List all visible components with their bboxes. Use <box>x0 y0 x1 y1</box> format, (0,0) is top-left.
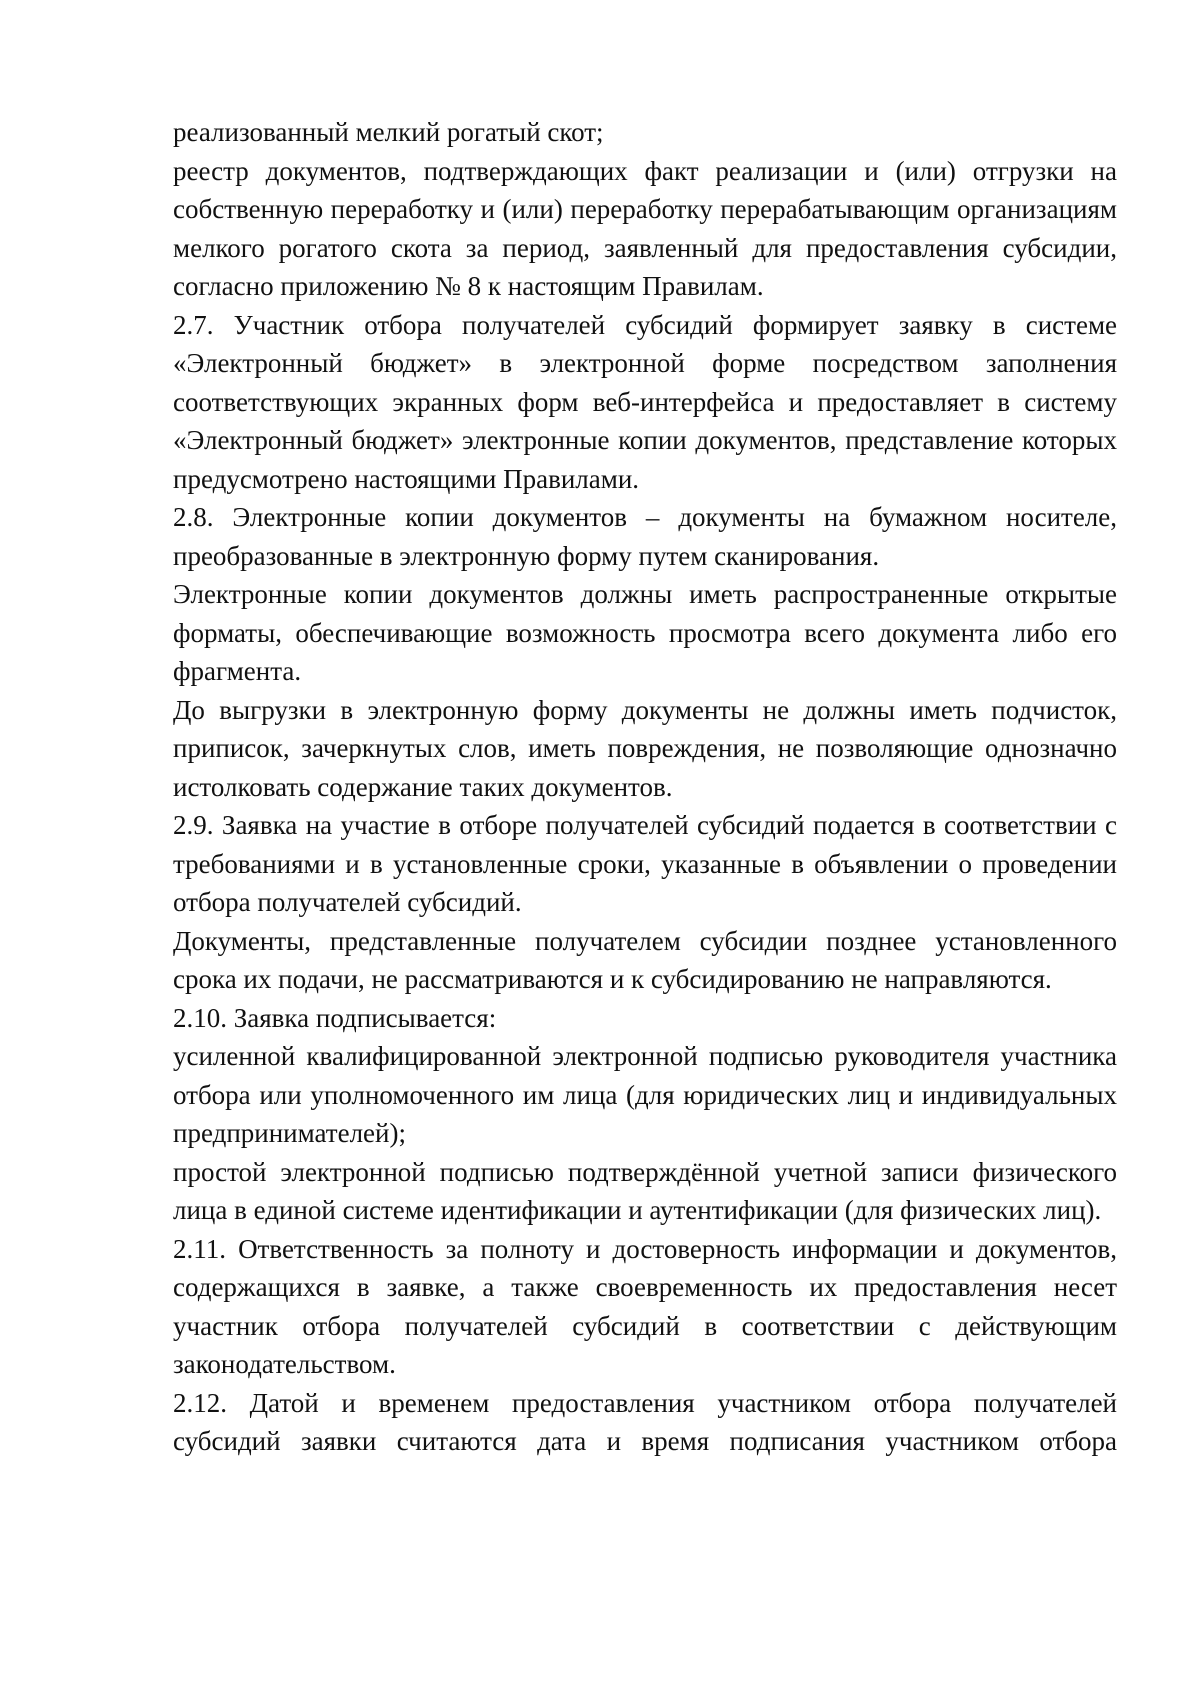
paragraph-text: Участник отбора получателей субсидий формирует заявку в системе «Электронный бюджет» в электронной форме посредством заполнения соответствующих экранных форм веб-интерфейса и предоставляет в систему «Электронный бюджет» электронные копии документов, представление которых предусмотрено настоящими Правилами. <box>173 309 1118 494</box>
paragraph-2-11 <box>173 1230 1117 1384</box>
paragraph-text: простой электронной подписью подтверждённой учетной записи физического лица в единой системе идентификации и аутентификации (для физических лиц). <box>173 1156 1117 1225</box>
paragraph-text: Датой и временем предоставления участником отбора получателей субсидий заявки считаются дата и время подписания участником отбора <box>173 1387 1118 1456</box>
paragraph-number: 2.9. <box>173 810 214 840</box>
paragraph-text: усиленной квалифицированной электронной подписью руководителя участника отбора или уполномоченного им лица (для юридических лиц и индивидуальных предпринимателей); <box>173 1041 1117 1148</box>
paragraph-documents-registry <box>173 152 1117 306</box>
paragraph-late-documents <box>173 922 1117 999</box>
paragraph-sold-livestock <box>173 113 1117 152</box>
paragraph-qualified-signature <box>173 1037 1117 1153</box>
paragraph-before-upload <box>173 691 1117 807</box>
paragraph-text: Электронные копии документов должны иметь распространенные открытые форматы, обеспечивающие возможность просмотра всего документа либо его фрагмента. <box>173 579 1117 686</box>
paragraph-number: 2.10. <box>173 1002 227 1033</box>
paragraph-text: Заявка на участие в отборе получателей субсидий подается в соответствии с требованиями и в установленные сроки, указанные в объявлении о проведении отбора получателей субсидий. <box>173 810 1117 917</box>
paragraph-number: 2.11. <box>173 1233 226 1264</box>
document-body <box>173 113 1117 1461</box>
paragraph-text: реестр документов, подтверждающих факт реализации и (или) отгрузки на собственную переработку и (или) переработку перерабатывающим организациям мелкого рогатого скота за период, заявленный для предоставления субсидии, согласно приложению № 8 к настоящим Правилам. <box>173 155 1117 301</box>
paragraph-text: Заявка подписывается: <box>233 1002 497 1033</box>
paragraph-simple-signature <box>173 1153 1117 1230</box>
paragraph-electronic-formats <box>173 575 1117 691</box>
paragraph-2-8 <box>173 498 1117 575</box>
paragraph-text: Ответственность за полноту и достоверность информации и документов, содержащихся в заявке, а также своевременность их предоставления несет участник отбора получателей субсидий в соответствии с действующим законодательством. <box>173 1233 1118 1379</box>
paragraph-2-10 <box>173 999 1117 1038</box>
paragraph-text: До выгрузки в электронную форму документы не должны иметь подчисток, приписок, зачеркнутых слов, иметь повреждения, не позволяющие однозначно истолковать содержание таких документов. <box>173 694 1117 802</box>
paragraph-2-7 <box>173 306 1117 499</box>
paragraph-number: 2.12. <box>173 1387 227 1418</box>
paragraph-number: 2.7. <box>173 309 214 340</box>
paragraph-text: реализованный мелкий рогатый скот; <box>173 117 604 147</box>
paragraph-text: Документы, представленные получателем субсидии позднее установленного срока их подачи, не рассматриваются и к субсидированию не направляются. <box>173 925 1117 994</box>
paragraph-number: 2.8. <box>173 502 214 532</box>
paragraph-2-9 <box>173 806 1117 922</box>
paragraph-text: Электронные копии документов – документы на бумажном носителе, преобразованные в электронную форму путем сканирования. <box>173 502 1118 571</box>
paragraph-2-12 <box>173 1384 1117 1461</box>
